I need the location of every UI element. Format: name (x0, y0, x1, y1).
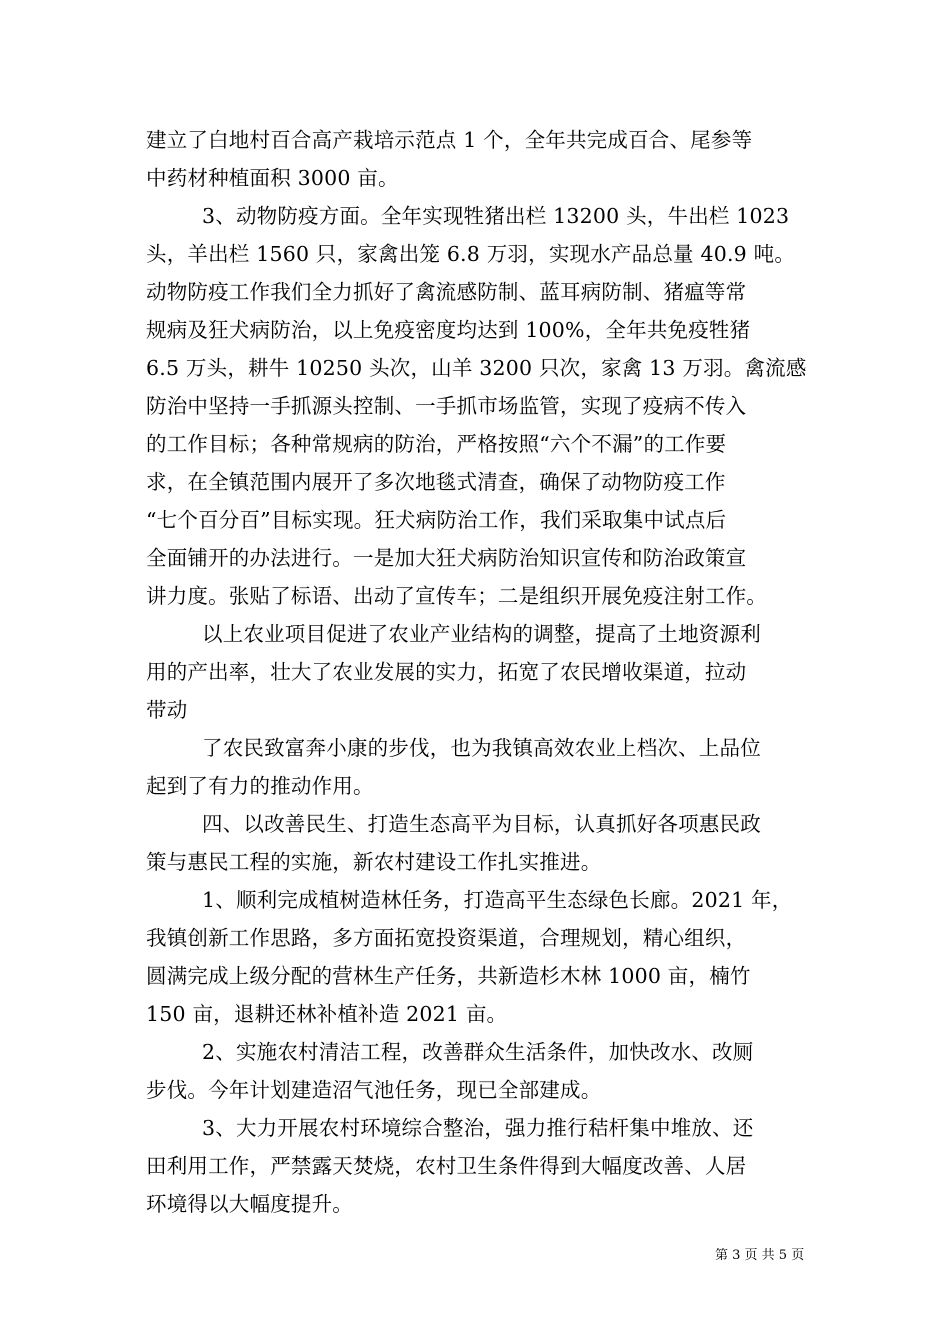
text-line: 环境得以大幅度提升。 (146, 1192, 353, 1216)
document-body (146, 121, 811, 1223)
text-line: 策与惠民工程的实施，新农村建设工作扎实推进。 (146, 850, 602, 874)
text-line: 圆满完成上级分配的营林生产任务，共新造杉木林 1000 亩，楠竹 (146, 964, 751, 988)
text-line: 田利用工作，严禁露天焚烧，农村卫生条件得到大幅度改善、人居 (146, 1154, 747, 1178)
text-line: 3、大力开展农村环境综合整治，强力推行秸杆集中堆放、还 (202, 1116, 754, 1140)
paragraph (146, 615, 811, 729)
text-line: “七个百分百”目标实现。狂犬病防治工作，我们采取集中试点后 (146, 508, 727, 532)
text-line: 的工作目标；各种常规病的防治，严格按照“六个不漏”的工作要 (146, 432, 727, 456)
text-line: 150 亩，退耕还林补植补造 2021 亩。 (146, 1002, 508, 1026)
text-line: 动物防疫工作我们全力抓好了禽流感防制、蓝耳病防制、猪瘟等常 (146, 280, 747, 304)
text-line: 求，在全镇范围内展开了多次地毯式清查，确保了动物防疫工作 (146, 470, 726, 494)
paragraph (146, 729, 811, 805)
text-line: 我镇创新工作思路，多方面拓宽投资渠道，合理规划，精心组织， (146, 926, 747, 950)
text-line: 起到了有力的推动作用。 (146, 774, 374, 798)
text-line: 以上农业项目促进了农业产业结构的调整，提高了土地资源利 (202, 622, 761, 646)
page-number-footer: 第 3 页 共 5 页 (715, 1248, 805, 1263)
text-line: 中药材种植面积 3000 亩。 (146, 166, 399, 190)
text-line: 用的产出率，壮大了农业发展的实力，拓宽了农民增收渠道，拉动 (146, 660, 747, 684)
paragraph (146, 197, 811, 615)
paragraph (146, 1109, 811, 1223)
paragraph (146, 1033, 811, 1109)
text-line: 四、以改善民生、打造生态高平为目标，认真抓好各项惠民政 (202, 812, 761, 836)
text-line: 全面铺开的办法进行。一是加大狂犬病防治知识宣传和防治政策宣 (146, 546, 747, 570)
text-line: 规病及狂犬病防治，以上免疫密度均达到 100%，全年共免疫牲猪 (146, 318, 751, 342)
paragraph (146, 881, 811, 1033)
text-line: 头，羊出栏 1560 只，家禽出笼 6.8 万羽，实现水产品总量 40.9 吨。 (146, 242, 796, 266)
text-line: 步伐。今年计划建造沼气池任务，现已全部建成。 (146, 1078, 602, 1102)
text-line: 2、实施农村清洁工程，改善群众生活条件，加快改水、改厕 (202, 1040, 754, 1064)
text-line: 防治中坚持一手抓源头控制、一手抓市场监管，实现了疫病不传入 (146, 394, 747, 418)
paragraph (146, 121, 811, 197)
text-line: 3、动物防疫方面。全年实现牲猪出栏 13200 头，牛出栏 1023 (202, 204, 790, 228)
text-line: 建立了白地村百合高产栽培示范点 1 个，全年共完成百合、尾参等 (146, 128, 753, 152)
text-line: 带动 (146, 698, 188, 722)
text-line: 1、顺利完成植树造林任务，打造高平生态绿色长廊。2021 年， (202, 888, 793, 912)
text-line: 了农民致富奔小康的步伐，也为我镇高效农业上档次、上品位 (202, 736, 761, 760)
paragraph (146, 805, 811, 881)
text-line: 6.5 万头，耕牛 10250 头次，山羊 3200 只次，家禽 13 万羽。禽流感 (146, 356, 807, 380)
text-line: 讲力度。张贴了标语、出动了宣传车；二是组织开展免疫注射工作。 (146, 584, 767, 608)
